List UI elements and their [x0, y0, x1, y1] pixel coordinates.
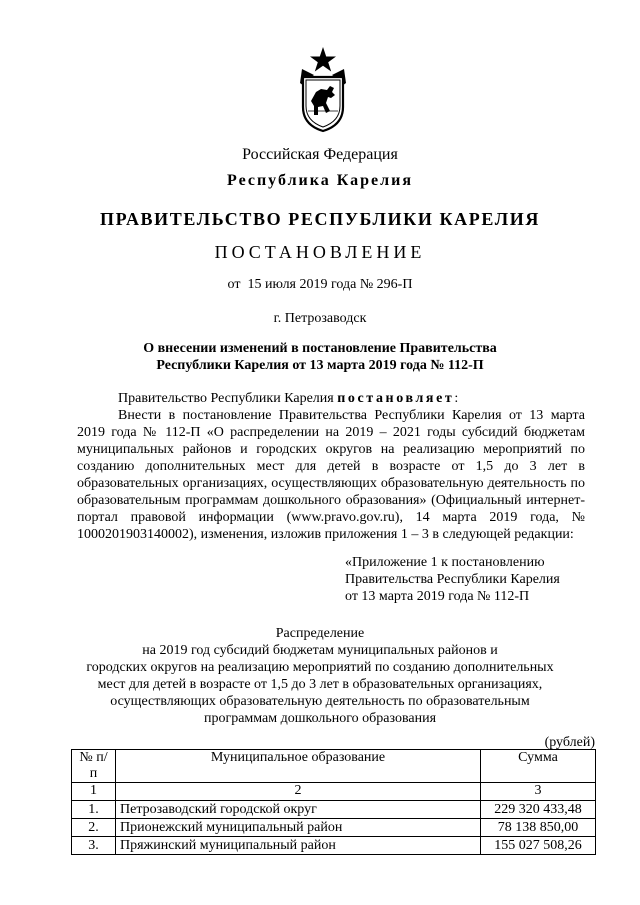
table-header-row — [72, 750, 596, 783]
country-name: Российская Федерация — [242, 146, 398, 163]
table-row — [72, 801, 596, 819]
distribution-title — [0, 625, 640, 727]
date-and-number: от 15 июля 2019 года № 296-П — [227, 277, 413, 292]
distribution-line-2: городских округов на реализацию мероприятий по созданию дополнительных — [86, 660, 554, 675]
decree-suffix: : — [454, 391, 459, 406]
distribution-heading: Распределение — [275, 626, 365, 641]
decree-verb: постановляет — [337, 391, 455, 406]
appendix-line-1: «Приложение 1 к постановлению — [345, 555, 545, 570]
body-paragraph: Внести в постановление Правительства Республики Карелия от 13 марта 2019 года № 112-П «О распределении на 2019 – 2021 годы субсидий бюджетам муниципальных районов и городских округов на реализацию мероприятий по созданию дополнительных мест для детей в возрасте от 1,5 до 3 лет в образовательных организациях, осуществляющих образовательную деятельность по образовательным программам дошкольного образования» (Официальный интернет-портал правовой информации (www.pravo.gov.ru), 14 марта 2019 года, № 1000201903140002), изменения, изложив приложения 1 – 3 в следующей редакции: — [77, 408, 585, 542]
decree-statement — [118, 391, 458, 407]
row-number: 1. — [72, 801, 116, 819]
appendix-line-3: от 13 марта 2019 года № 112-П — [345, 589, 530, 604]
decree-prefix: Правительство Республики Карелия — [118, 391, 338, 406]
distribution-line-3: мест для детей в возрасте от 1,5 до 3 лет в образовательных организациях, — [97, 677, 543, 692]
row-sum: 229 320 433,48 — [481, 801, 596, 819]
distribution-line-1: на 2019 год субсидий бюджетам муниципальных районов и — [142, 643, 498, 658]
row-sum: 155 027 508,26 — [481, 837, 596, 855]
appendix-line-2: Правительства Республики Карелия — [345, 572, 560, 587]
column-number: 2 — [116, 783, 481, 801]
subject-line-1: О внесении изменений в постановление Правительства — [143, 341, 497, 356]
table-row — [72, 819, 596, 837]
column-number: 3 — [481, 783, 596, 801]
row-number: 3. — [72, 837, 116, 855]
header-number: № п/п — [72, 750, 116, 783]
appendix-reference — [345, 554, 560, 605]
row-municipality: Петрозаводский городской округ — [116, 801, 481, 819]
republic-name: Республика Карелия — [227, 172, 413, 189]
column-number: 1 — [72, 783, 116, 801]
row-municipality: Пряжинский муниципальный район — [116, 837, 481, 855]
subsidy-table — [71, 749, 596, 855]
government-title: ПРАВИТЕЛЬСТВО РЕСПУБЛИКИ КАРЕЛИЯ — [100, 209, 540, 229]
row-number: 2. — [72, 819, 116, 837]
distribution-line-5: программам дошкольного образования — [203, 711, 437, 726]
table-row — [72, 837, 596, 855]
distribution-line-4: осуществляющих образовательную деятельность по образовательным — [110, 694, 530, 709]
city-name: г. Петрозаводск — [273, 311, 367, 326]
column-number-row — [72, 783, 596, 801]
header-municipality: Муниципальное образование — [116, 750, 481, 783]
document-type: ПОСТАНОВЛЕНИЕ — [214, 242, 426, 262]
karelia-coat-of-arms-icon — [296, 45, 350, 133]
document-subject — [0, 340, 640, 374]
row-sum: 78 138 850,00 — [481, 819, 596, 837]
header-sum: Сумма — [481, 750, 596, 783]
units-label: (рублей) — [544, 735, 595, 750]
subject-line-2: Республики Карелия от 13 марта 2019 года № 112-П — [156, 358, 484, 373]
row-municipality: Прионежский муниципальный район — [116, 819, 481, 837]
